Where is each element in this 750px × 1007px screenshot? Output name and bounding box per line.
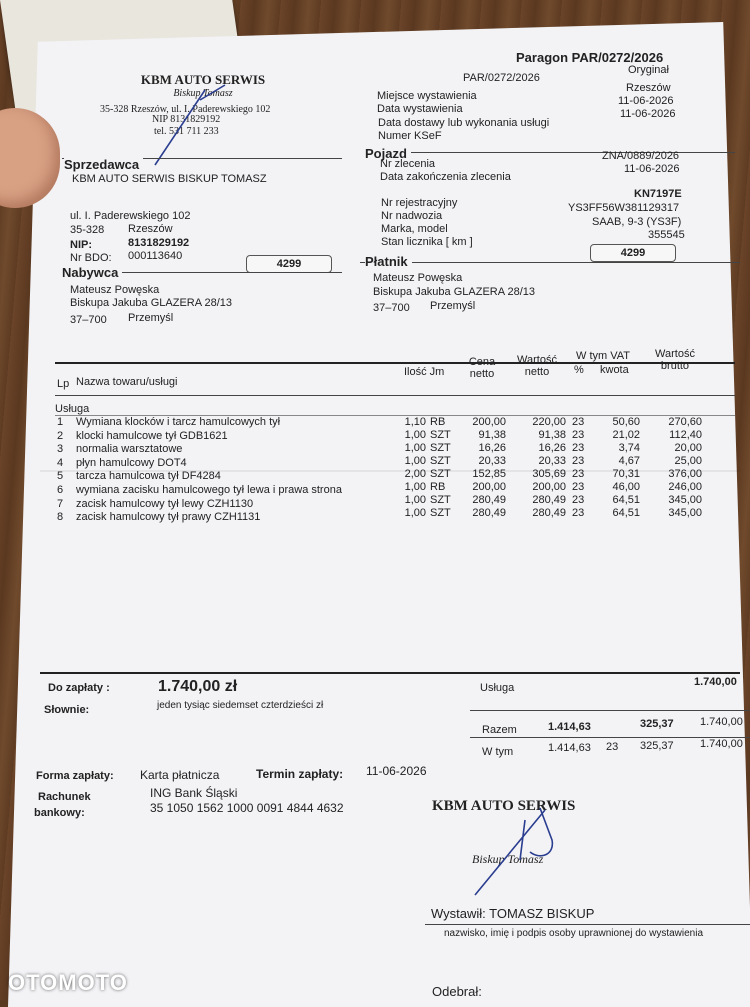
table-cell-vat: 64,51 [612, 494, 640, 506]
table-cell-pct: 23 [572, 455, 585, 467]
table-header-rule [55, 395, 735, 396]
table-cell-gross: 246,00 [668, 481, 702, 493]
col-value: Wartość netto [517, 354, 557, 378]
table-cell-unit: SZT [430, 494, 451, 506]
service-total-label: Usługa [480, 682, 515, 694]
ksef-label: Numer KSeF [378, 130, 442, 142]
vehicle-heading: Pojazd [365, 146, 411, 161]
table-cell-pct: 23 [572, 468, 585, 480]
table-cell-qty: 1,00 [404, 507, 426, 519]
document-title: Paragon PAR/0272/2026 [516, 50, 664, 65]
table-cell-lp: 6 [57, 484, 64, 496]
buyer-heading: Nabywca [62, 265, 122, 280]
table-cell-price: 152,85 [472, 468, 506, 480]
seller-heading: Sprzedawca [64, 157, 143, 172]
table-cell-name: wymiana zacisku hamulcowego tył lewa i prawa strona [76, 484, 342, 496]
col-vat: W tym VAT [576, 350, 630, 362]
stamp-address: 35-328 Rzeszów, ul. I. Paderewskiego 102 [100, 104, 271, 115]
wtym-gross: 1.740,00 [700, 738, 743, 750]
vehicle-code-box: 4299 [590, 244, 676, 262]
wtym-pct: 23 [606, 741, 619, 753]
table-cell-vat: 64,51 [612, 507, 640, 519]
buyer-city: Przemyśl [128, 312, 174, 324]
table-cell-lp: 4 [57, 456, 64, 469]
totals-rule [40, 672, 740, 674]
payer-city: Przemyśl [430, 300, 476, 312]
table-cell-value: 200,00 [532, 481, 566, 493]
table-cell-price: 280,49 [472, 494, 506, 506]
table-cell-vat: 70,31 [612, 468, 640, 480]
registration-number: KN7197E [634, 188, 682, 200]
table-cell-unit: SZT [430, 468, 451, 480]
vehicle-rule [365, 152, 735, 153]
table-cell-lp: 3 [57, 443, 64, 456]
seller-nip-label: NIP: [70, 239, 92, 251]
seller-nip: 8131829192 [128, 237, 190, 249]
table-cell-vat: 46,00 [612, 481, 640, 493]
odometer-value: 355545 [648, 229, 685, 241]
table-cell-pct: 23 [572, 494, 585, 506]
table-cell-lp: 5 [57, 470, 64, 483]
registration-label: Nr rejestracyjny [381, 197, 458, 209]
table-cell-name: klocki hamulcowe tył GDB1621 [76, 429, 228, 442]
col-name: Nazwa towaru/usługi [76, 376, 178, 388]
wtym-net: 1.414,63 [548, 742, 591, 754]
table-cell-price: 280,49 [472, 507, 506, 519]
table-cell-value: 20,33 [538, 455, 566, 467]
amount-in-words: jeden tysiąc siedemset czterdzieści zł [157, 700, 324, 711]
issued-caption: nazwisko, imię i podpis osoby uprawnionej do wystawienia [444, 928, 704, 939]
table-cell-value: 280,49 [532, 507, 566, 519]
table-cell-gross: 345,00 [668, 507, 702, 519]
vin-number: YS3FF56W381129317 [568, 202, 680, 214]
delivery-date: 11-06-2026 [620, 108, 676, 120]
watermark-logo: OTOMOTO [8, 970, 128, 995]
to-pay-amount: 1.740,00 zł [158, 678, 238, 695]
razem-net: 1.414,63 [548, 721, 591, 733]
table-cell-value: 91,38 [538, 429, 566, 441]
table-cell-value: 280,49 [532, 494, 566, 506]
seller-postcode: 35-328 [70, 224, 105, 236]
payment-form-label: Forma zapłaty: [36, 770, 114, 782]
table-cell-vat: 21,02 [612, 429, 640, 441]
delivery-date-label: Data dostawy lub wykonania usługi [378, 117, 550, 129]
col-price: Cena netto [468, 356, 496, 380]
document-number: PAR/0272/2026 [463, 72, 540, 84]
stamp-nip: NIP 8131829192 [152, 114, 221, 125]
table-cell-name: płyn hamulcowy DOT4 [76, 456, 187, 469]
table-cell-vat: 50,60 [612, 416, 640, 428]
to-pay-label: Do zapłaty : [48, 682, 110, 694]
table-cell-price: 91,38 [478, 429, 506, 441]
stamp-owner: Biskup Tomasz [173, 88, 233, 99]
words-label: Słownie: [44, 704, 90, 716]
table-cell-pct: 23 [572, 481, 585, 493]
table-cell-pct: 23 [572, 416, 585, 428]
table-cell-value: 16,26 [538, 442, 566, 454]
table-cell-qty: 1,00 [404, 455, 426, 467]
odometer-label: Stan licznika [ km ] [381, 236, 473, 248]
table-cell-unit: RB [430, 416, 446, 428]
table-cell-name: zacisk hamulcowy tył prawy CZH1131 [76, 511, 261, 524]
table-cell-name: zacisk hamulcowy tył lewy CZH1130 [76, 497, 254, 510]
table-cell-gross: 25,00 [674, 455, 702, 467]
table-cell-price: 20,33 [478, 455, 506, 467]
col-qty: Ilość Jm [404, 366, 445, 378]
table-cell-value: 305,69 [532, 468, 566, 480]
razem-label: Razem [482, 724, 517, 736]
table-cell-gross: 270,60 [668, 416, 702, 428]
table-cell-value: 220,00 [532, 416, 566, 428]
table-cell-pct: 23 [572, 507, 585, 519]
table-cell-price: 16,26 [478, 442, 506, 454]
payer-name: Mateusz Powęska [373, 272, 463, 284]
signature-stamp-company: KBM AUTO SERWIS [432, 798, 576, 814]
issue-date-label: Data wystawienia [377, 103, 463, 115]
seller-name: KBM AUTO SERWIS BISKUP TOMASZ [72, 173, 267, 185]
col-vat-amount: kwota [600, 364, 629, 376]
make-label: Marka, model [381, 223, 448, 235]
table-cell-vat: 3,74 [618, 442, 640, 454]
stamp-signature-stroke [145, 80, 235, 170]
table-cell-qty: 1,00 [404, 481, 426, 493]
col-vat-pct: % [574, 364, 584, 376]
payment-due-label: Termin zapłaty: [256, 767, 344, 781]
table-cell-unit: SZT [430, 442, 451, 454]
signature-stamp-owner: Biskup Tomasz [472, 852, 544, 866]
table-cell-lp: 7 [57, 497, 64, 510]
table-cell-gross: 376,00 [668, 468, 702, 480]
table-cell-gross: 345,00 [668, 494, 702, 506]
seller-street: ul. I. Paderewskiego 102 [70, 210, 191, 222]
table-cell-name: tarcza hamulcowa tył DF4284 [76, 470, 221, 483]
stamp-company: KBM AUTO SERWIS [140, 72, 266, 87]
seller-city: Rzeszów [128, 223, 173, 235]
payer-street: Biskupa Jakuba GLAZERA 28/13 [373, 286, 536, 298]
buyer-postcode: 37–700 [70, 314, 107, 326]
order-label: Nr zlecenia [380, 158, 436, 170]
table-cell-pct: 23 [572, 442, 585, 454]
table-cell-lp: 1 [57, 416, 64, 428]
issue-place: Rzeszów [626, 82, 671, 94]
handwritten-signature [460, 800, 570, 900]
completion-date: 11-06-2026 [624, 163, 680, 175]
buyer-street: Biskupa Jakuba GLAZERA 28/13 [70, 297, 233, 309]
issued-rule [425, 924, 750, 925]
table-cell-price: 200,00 [472, 481, 506, 493]
account-label-2: bankowy: [34, 807, 85, 819]
table-cell-gross: 20,00 [674, 442, 702, 454]
razem-vat: 325,37 [640, 718, 674, 730]
razem-gross: 1.740,00 [700, 716, 743, 728]
payer-heading: Płatnik [365, 254, 412, 269]
table-cell-gross: 112,40 [669, 429, 702, 441]
completion-label: Data zakończenia zlecenia [380, 171, 511, 183]
issue-date: 11-06-2026 [618, 95, 674, 107]
table-cell-unit: SZT [430, 455, 451, 467]
table-cell-unit: RB [430, 481, 446, 493]
table-cell-unit: SZT [430, 429, 451, 441]
issued-by: Wystawił: TOMASZ BISKUP [431, 906, 595, 921]
table-cell-lp: 8 [57, 511, 64, 524]
table-cell-price: 200,00 [472, 416, 506, 428]
table-cell-vat: 4,67 [618, 455, 640, 467]
seller-bdo: 000113640 [128, 250, 183, 262]
table-cell-qty: 2,00 [404, 468, 426, 480]
bank-account: 35 1050 1562 1000 0091 4844 4632 [150, 801, 344, 815]
table-cell-unit: SZT [430, 507, 451, 519]
seller-bdo-label: Nr BDO: [70, 252, 112, 264]
received-by: Odebrał: [432, 984, 482, 999]
issue-place-label: Miejsce wystawienia [377, 90, 477, 102]
seller-code-box: 4299 [246, 255, 332, 273]
razem-top-rule [470, 710, 750, 711]
table-cell-qty: 1,00 [404, 494, 426, 506]
buyer-name: Mateusz Powęska [70, 284, 160, 296]
table-cell-name: normalia warsztatowe [76, 443, 183, 456]
col-lp: Lp [57, 378, 70, 390]
payment-due: 11-06-2026 [366, 764, 427, 778]
group-label: Usługa [55, 403, 90, 415]
table-top-rule [55, 362, 735, 364]
table-cell-qty: 1,00 [404, 429, 426, 441]
vin-label: Nr nadwozia [381, 210, 443, 222]
account-label-1: Rachunek [38, 791, 91, 803]
wtym-label: W tym [482, 746, 514, 758]
payer-rule [360, 262, 740, 263]
table-cell-qty: 1,10 [404, 416, 426, 428]
col-gross: Wartość brutto [655, 348, 695, 372]
service-total: 1.740,00 [694, 676, 737, 688]
wtym-vat: 325,37 [640, 740, 674, 752]
table-cell-pct: 23 [572, 429, 585, 441]
stamp-tel: tel. 531 711 233 [154, 126, 219, 137]
table-cell-lp: 2 [57, 429, 64, 442]
table-cell-qty: 1,00 [404, 442, 426, 454]
make-model: SAAB, 9-3 (YS3F) [592, 216, 682, 228]
bank-name: ING Bank Śląski [150, 786, 238, 800]
table-cell-name: Wymiana klocków i tarcz hamulcowych tył [76, 416, 281, 428]
payment-form: Karta płatnicza [140, 768, 220, 782]
document-type: Oryginał [628, 64, 669, 76]
order-number: ZNA/0889/2026 [602, 150, 680, 162]
payer-postcode: 37–700 [373, 302, 410, 314]
